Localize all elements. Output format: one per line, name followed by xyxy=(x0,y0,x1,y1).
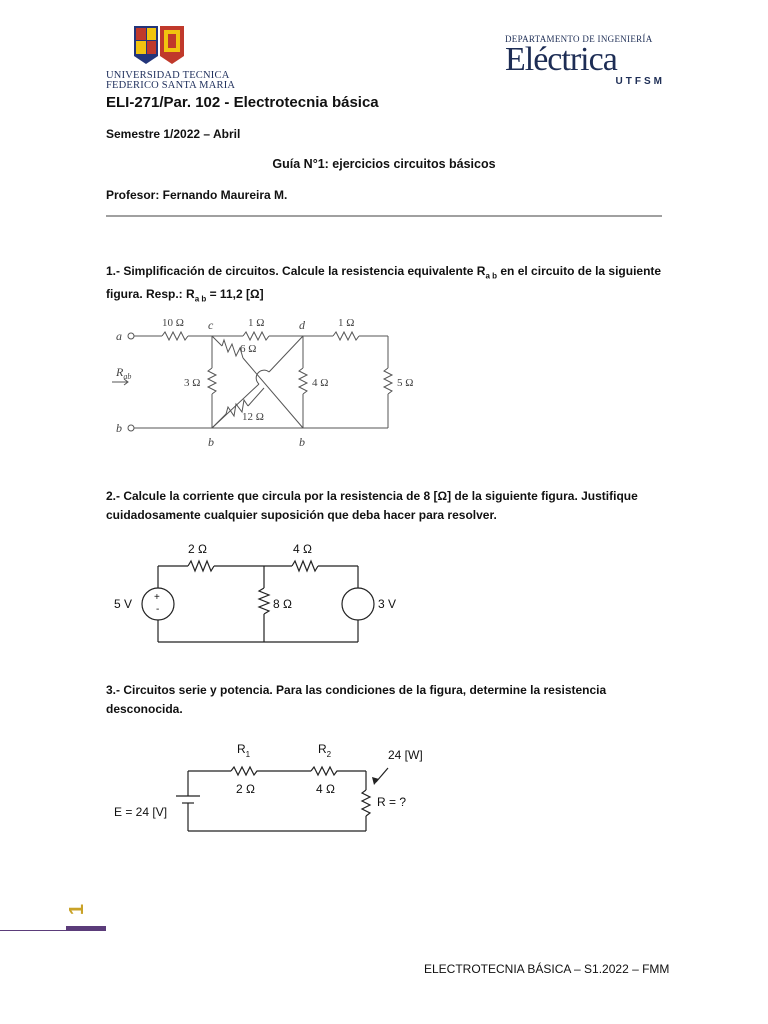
university-name-line1: UNIVERSIDAD TECNICA xyxy=(106,70,230,81)
node-b-bottom2-label: b xyxy=(299,435,305,449)
guide-title: Guía N°1: ejercicios circuitos básicos xyxy=(272,157,496,171)
minus-sign: - xyxy=(156,604,160,615)
v3-label: 3 V xyxy=(378,597,397,611)
node-d-label: d xyxy=(299,318,305,332)
r2-value: 4 Ω xyxy=(316,782,335,796)
power-label: 24 [W] xyxy=(388,748,423,762)
r1-symbol: $R_1$ xyxy=(237,742,251,759)
question-3-text: 3.- Circuitos serie y potencia. Para las condiciones de la figura, determine la resistencia desconocida. xyxy=(106,683,607,716)
question-2-text: 2.- Calcule la corriente que circula por la resistencia de 8 [Ω] de la siguiente figura. Justifique cuidadosamente cualquier suposición que deba hacer para resolver. xyxy=(106,489,638,522)
r12-label: 12 Ω xyxy=(242,411,264,423)
r1-value: 2 Ω xyxy=(236,782,255,796)
r2-label: 2 Ω xyxy=(188,542,207,556)
r8-label: 8 Ω xyxy=(273,597,292,611)
page-marker-bar xyxy=(66,926,106,931)
node-b-label: b xyxy=(116,421,122,435)
r2-symbol: $R_2$ xyxy=(318,742,332,759)
arrow-icon xyxy=(372,777,379,785)
node-c-label: c xyxy=(208,318,214,332)
source-label: E = 24 [V] xyxy=(114,805,168,819)
plus-sign: + xyxy=(154,592,160,603)
r1-top-label: 1 Ω xyxy=(248,317,265,329)
r-unknown-label: R = ? xyxy=(377,795,407,809)
r6-label: 6 Ω xyxy=(240,343,257,355)
r4-label: 4 Ω xyxy=(293,542,312,556)
node-b-bottom1-label: b xyxy=(208,435,214,449)
r5-label: 5 Ω xyxy=(397,377,414,389)
department-sub: UTFSM xyxy=(615,76,665,87)
course-title: ELI-271/Par. 102 - Electrotecnia básica xyxy=(106,94,379,111)
node-a-label: a xyxy=(116,329,122,343)
department-label: DEPARTAMENTO DE INGENIERÍA xyxy=(505,34,653,44)
professor: Profesor: Fernando Maureira M. xyxy=(106,188,288,202)
question-1-text: 1.- Simplificación de circuitos. Calcule la resistencia equivalente $R_{a b}$ en el circuito de la siguiente figura. Resp.: $R_{a b} = 11,2$ [Ω] xyxy=(106,264,662,304)
department-brand: Eléctrica xyxy=(505,41,617,78)
semester: Semestre 1/2022 – Abril xyxy=(106,127,241,141)
footer: ELECTROTECNIA BÁSICA – S1.2022 – FMM xyxy=(424,962,670,976)
r3-label: 3 Ω xyxy=(184,377,201,389)
rab-label: $R_{ab}$ xyxy=(116,365,132,381)
r4-label: 4 Ω xyxy=(312,377,329,389)
r10-label: 10 Ω xyxy=(162,317,184,329)
v5-label: 5 V xyxy=(114,597,133,611)
r1-right-label: 1 Ω xyxy=(338,317,355,329)
university-name-line2: FEDERICO SANTA MARIA xyxy=(106,80,236,91)
page-number: 1 xyxy=(66,903,89,916)
